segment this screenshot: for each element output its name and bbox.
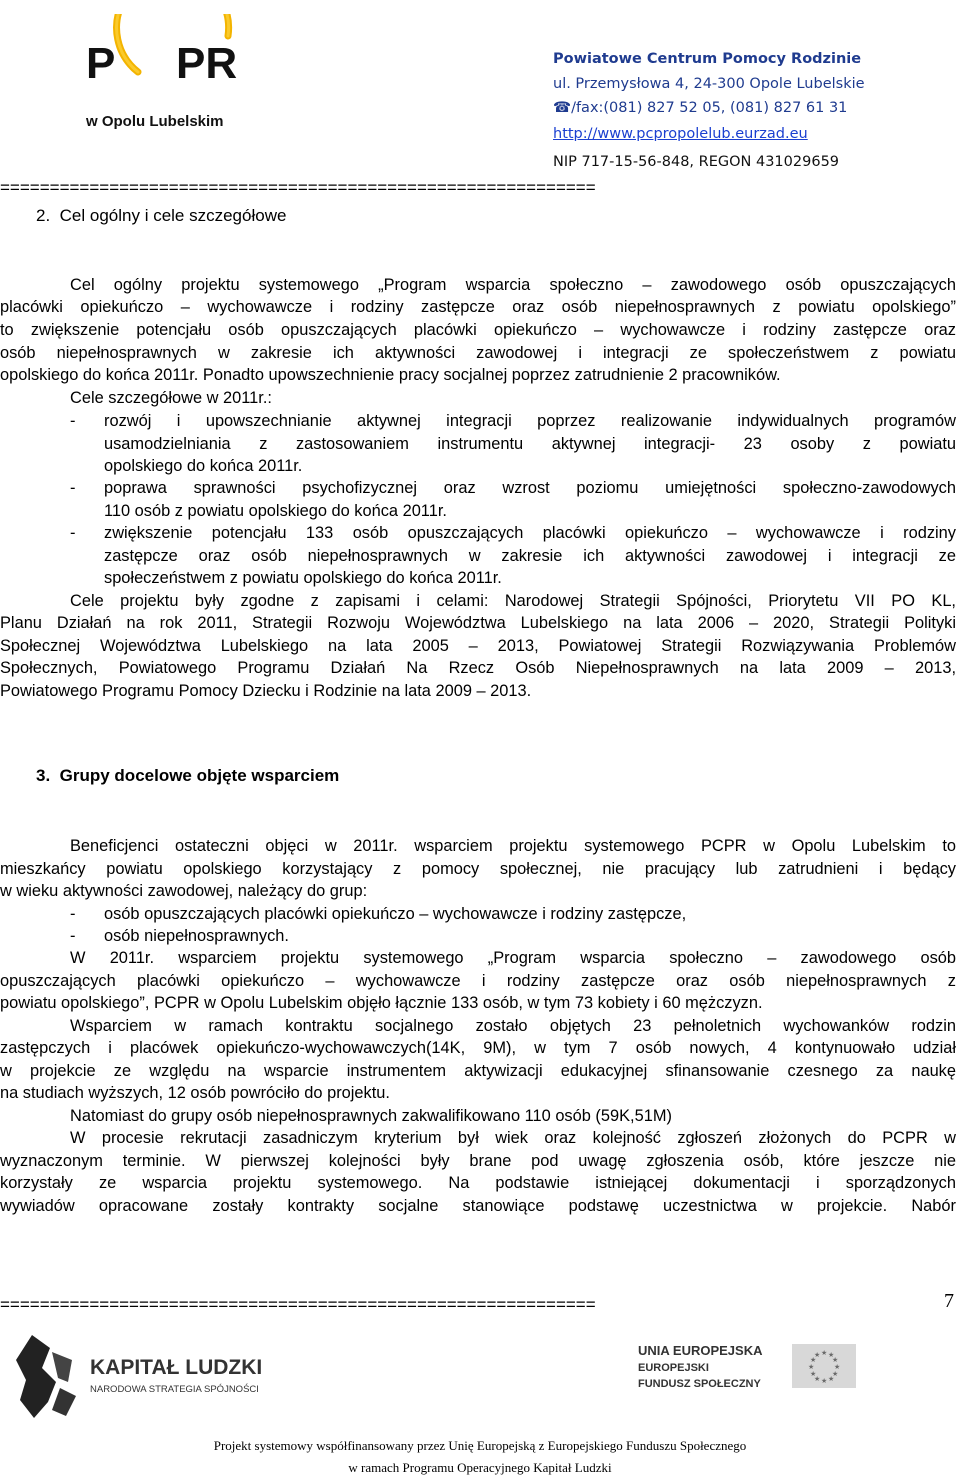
pcpr-logo [78, 14, 318, 134]
kl-subtitle: NARODOWA STRATEGIA SPÓJNOŚCI [90, 1384, 259, 1395]
svg-text:★: ★ [814, 1351, 821, 1359]
s2-bullet-line: zwiększenie potencjału 133 osób opuszczających placówki opiekuńczo – wychowawcze i rodziny [104, 524, 956, 542]
section-3-number: 3. [36, 766, 51, 785]
kl-title: KAPITAŁ LUDZKI [90, 1356, 263, 1379]
eu-line3: FUNDUSZ SPOŁECZNY [638, 1378, 761, 1390]
s2-line: to zwiększenie potencjału osób opuszczających placówki opiekuńczo – wychowawcze i rodziny zastępcze oraz [0, 321, 956, 339]
s3-para-line: korzystały ze wsparcia projektu systemowego. Na podstawie istniejącej dokumentacji i sporządzonych [0, 1174, 956, 1192]
s2-bullet-line: społeczeństwem z powiatu opolskiego do końca 2011r. [104, 569, 502, 587]
s2-bullet-line: opolskiego do końca 2011r. [104, 457, 303, 475]
svg-text:★: ★ [810, 1370, 817, 1378]
s3-para-line: W 2011r. wsparciem projektu systemowego „Program wsparcia społeczno – zawodowego osób [70, 949, 956, 967]
s2-bullet-line: zastępcze oraz osób niepełnosprawnych w zakresie ich aktywności zawodowej i integracji ze [104, 547, 956, 565]
section-2-heading [36, 206, 286, 226]
s2-tail-line: Społecznej Województwa Lubelskiego na lata 2005 – 2013, Powiatowej Strategii Rozwiązywania Problemów [0, 637, 956, 655]
org-website-link[interactable]: http://www.pcpropolelub.eurzad.eu [553, 126, 808, 142]
svg-text:★: ★ [828, 1375, 835, 1383]
section-3-title: Grupy docelowe objęte wsparciem [59, 766, 340, 785]
bullet-dash: - [70, 412, 76, 430]
s2-tail-line: Planu Działań na rok 2011, Strategii Rozwoju Województwa Lubelskiego na lata 2006 – 2020, Strategii Polityki [0, 614, 956, 632]
s2-bullet-line: 110 osób z powiatu opolskiego do końca 2011r. [104, 502, 447, 520]
s3-para-line: zastępczych i placówek opiekuńczo-wychowawczych(14K, 9M), w tym 7 osób nowych, 4 kontynuowało udział [0, 1039, 956, 1057]
eu-line1: UNIA EUROPEJSKA [638, 1343, 763, 1358]
org-address: ul. Przemysłowa 4, 24-300 Opole Lubelskie [553, 76, 865, 92]
s2-line: osób niepełnosprawnych w zakresie ich aktywności zawodowej i integracji ze społeczeństwem z powiatu [0, 344, 956, 362]
kapital-ludzki-logo [12, 1330, 272, 1420]
svg-text:★: ★ [832, 1356, 839, 1364]
section-2-number: 2. [36, 206, 51, 225]
eu-line2: EUROPEJSKI [638, 1362, 709, 1374]
s3-line: mieszkańcy powiatu opolskiego korzystający z pomocy społecznej, nie pracujący lub zatrudnieni i będący [0, 860, 956, 878]
eu-logo-block [640, 1342, 940, 1422]
s2-bullet-line: rozwój i upowszechnianie aktywnej integracji poprzez realizowanie indywidualnych programów [104, 412, 956, 430]
svg-text:★: ★ [814, 1375, 821, 1383]
s3-para-line: Natomiast do grupy osób niepełnosprawnych zakwalifikowano 110 osób (59K,51M) [70, 1107, 672, 1125]
s3-para-line: opuszczających placówki opiekuńczo – wychowawcze i rodziny zastępcze oraz osób niepełnosprawnych z [0, 972, 956, 990]
header-separator: ============================================================ [0, 178, 596, 197]
s3-bullet: osób niepełnosprawnych. [104, 927, 289, 945]
s3-bullet: osób opuszczających placówki opiekuńczo – wychowawcze i rodziny zastępcze, [104, 905, 687, 923]
bullet-dash: - [70, 524, 76, 542]
bullet-dash: - [70, 927, 76, 945]
svg-text:★: ★ [808, 1363, 815, 1371]
s2-tail-line: Powiatowego Programu Pomocy Dziecku i Rodzinie na lata 2009 – 2013. [0, 682, 532, 700]
svg-text:P: P [86, 39, 116, 88]
s3-line: Beneficjenci ostateczni objęci w 2011r. wsparciem projektu systemowego PCPR w Opolu Lubelskim to [70, 837, 956, 855]
s3-para-line: w projekcie ze względu na wsparcie instrumentem aktywizacji edukacyjnej sfinansowanie czesnego za naukę [0, 1062, 956, 1080]
s3-para-line: powiatu opolskiego”, PCPR w Opolu Lubelskim objęło łącznie 133 osób, w tym 73 kobiety i 60 mężczyzn. [0, 994, 763, 1012]
svg-text:★: ★ [821, 1377, 828, 1385]
s2-line: opolskiego do końca 2011r. Ponadto upowszechnienie pracy socjalnej poprzez zatrudnienie 2 pracowników. [0, 366, 781, 384]
section-3-heading [36, 766, 339, 786]
org-phone [553, 100, 847, 116]
footer-separator: ============================================================ [0, 1295, 596, 1314]
footer-note-2: w ramach Programu Operacyjnego Kapitał Ludzki [348, 1460, 612, 1475]
s2-tail-line: Społecznych, Powiatowego Programu Działań Na Rzecz Osób Niepełnosprawnych na lata 2009 – 2013, [0, 659, 956, 677]
s2-line: Cele szczegółowe w 2011r.: [70, 389, 272, 407]
bullet-dash: - [70, 479, 76, 497]
svg-text:PR: PR [176, 39, 238, 88]
kapital-ludzki-emblem [12, 1330, 82, 1420]
s2-line: Cel ogólny projektu systemowego „Program wsparcia społeczno – zawodowego osób opuszczających [70, 276, 956, 294]
footer-note-1: Projekt systemowy współfinansowany przez Unię Europejską z Europejskiego Funduszu Społecznego [213, 1438, 747, 1453]
s3-line: w wieku aktywności zawodowej, należący do grup: [0, 882, 368, 900]
org-name: Powiatowe Centrum Pomocy Rodzinie [553, 51, 862, 67]
svg-text:★: ★ [832, 1370, 839, 1378]
org-nip-regon: NIP 717-15-56-848, REGON 431029659 [553, 154, 840, 170]
svg-text:★: ★ [834, 1363, 841, 1371]
s3-para-line: Wsparciem w ramach kontraktu socjalnego zostało objętych 23 pełnoletnich wychowanków rodzin [70, 1017, 956, 1035]
svg-text:★: ★ [821, 1349, 828, 1357]
s2-line: placówki opiekuńczo – wychowawcze i rodziny zastępcze oraz osób niepełnosprawnych z powiatu opolskiego” [0, 298, 956, 316]
svg-text:★: ★ [828, 1351, 835, 1359]
s2-bullet-line: poprawa sprawności psychofizycznej oraz wzrost poziomu umiejętności społeczno-zawodowych [104, 479, 956, 497]
bullet-dash: - [70, 905, 76, 923]
s3-para-line: wywiadów opracowane zostały kontrakty socjalne stanowiące podstawę uczestnictwa w projekcie. Nabór [0, 1197, 956, 1215]
section-2-title: Cel ogólny i cele szczegółowe [59, 206, 287, 225]
s2-bullet-line: usamodzielniania z zastosowaniem instrumentu aktywnej integracji- 23 osoby z powiatu [104, 435, 956, 453]
s2-tail-line: Cele projektu były zgodne z zapisami i celami: Narodowej Strategii Spójności, Priorytetu VII PO KL, [70, 592, 956, 610]
page-number: 7 [944, 1290, 954, 1312]
svg-text:★: ★ [810, 1356, 817, 1364]
phone-icon: ☎ [553, 100, 572, 116]
s3-para-line: W procesie rekrutacji zasadniczym kryterium był wiek oraz kolejność zgłoszeń złożonych do PCPR w [70, 1129, 956, 1147]
phone-text: /fax:(081) 827 52 05, (081) 827 61 31 [571, 100, 848, 116]
logo-subtitle: w Opolu Lubelskim [86, 113, 224, 130]
eu-flag-icon [792, 1344, 856, 1388]
s3-para-line: wyznaczonym terminie. W pierwszej kolejności były brane pod uwagę zgłoszenia osób, które jeszcze nie [0, 1152, 956, 1170]
s3-para-line: na studiach wyższych, 12 osób powróciło do projektu. [0, 1084, 390, 1102]
